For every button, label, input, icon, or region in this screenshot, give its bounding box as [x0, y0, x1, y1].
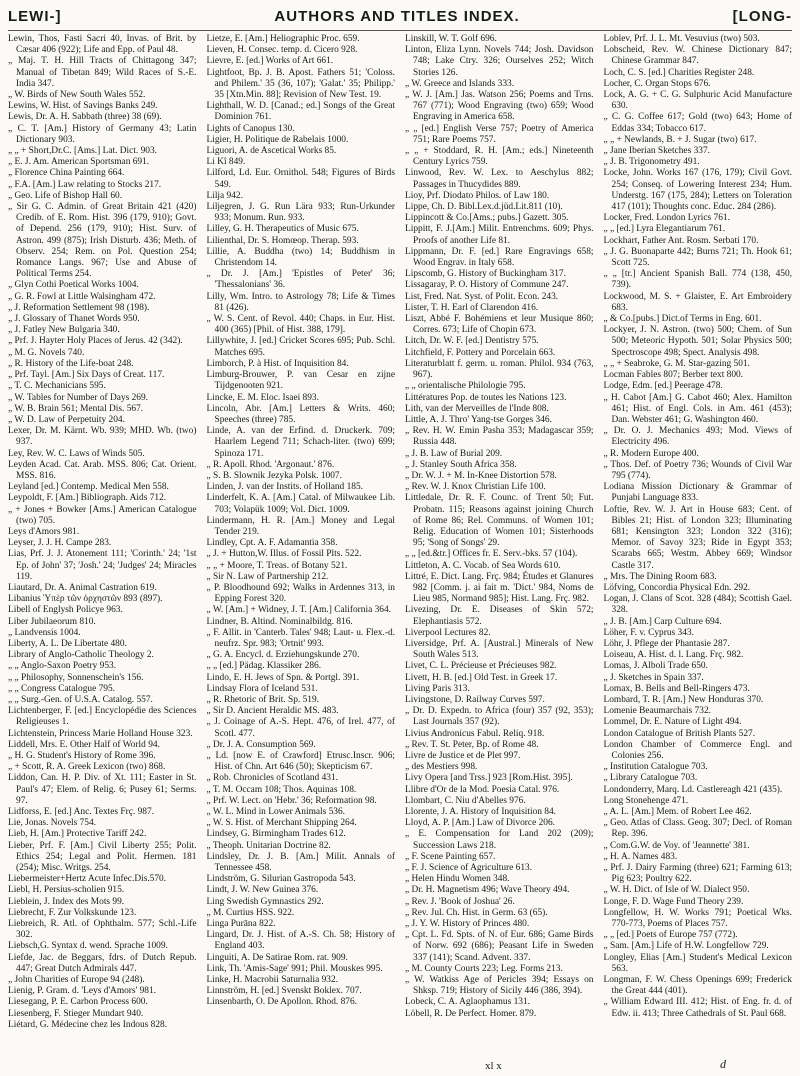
index-entry: „ Com.G.W. de Voy. of 'Jeannette' 381. — [603, 840, 750, 851]
index-entry: „ F.A. [Am.] Law relating to Stocks 217. — [8, 179, 162, 190]
index-entry: Lillywhite, J. [ed.] Cricket Scores 695; Pub. Schl. Matches 695. — [206, 336, 395, 358]
index-entry: Lodge, Edm. [ed.] Peerage 478. — [603, 381, 723, 392]
index-entry: „ Sir N. Law of Partnership 212. — [206, 571, 329, 582]
index-entry: Liebermeister+Hertz Acute Infec.Dis.570. — [8, 874, 167, 885]
index-entry: Lindsley, Dr. J. B. [Am.] Milit. Annals of Tennessee 458. — [206, 851, 395, 874]
index-entry: Lindermann, H. R. [Am.] Money and Legal Tender 219. — [206, 515, 395, 537]
index-entry: „ Mrs. The Dining Room 683. — [603, 571, 717, 582]
index-entry: Linderfelt, K. A. [Am.] Catal. of Milwaukee Lib. 703; Volapük 1009; Vol. Dict. 1009. — [206, 493, 395, 515]
index-entry: Limborch, P. à Hist. of Inquisition 84. — [206, 358, 349, 369]
index-entry: „ Rev. T. St. Peter, Bp. of Rome 48. — [405, 739, 539, 750]
index-entry: „ + Scott, R. A. Greek Lexicon (two) 868. — [8, 762, 166, 773]
index-entry: „ Geo. Life of Bishop Hall 60. — [8, 190, 123, 201]
index-entry: Liddell, Mrs. E. Other Half of World 94. — [8, 739, 160, 750]
index-entry: „ Cpt. L. Fd. Spts. of N. of Eur. 686; Game Birds of Norw. 692 (686); Peasant Life in Sweden 337 (141); Scand. Advent. 337. — [405, 930, 594, 963]
index-entry: „ „ [ed.] Pädag. Klassiker 286. — [206, 661, 322, 672]
page-footer — [0, 1058, 800, 1072]
index-entry: Llibre d'Or de la Mod. Poesia Catal. 976. — [405, 784, 560, 795]
index-entry: Lock, A. G. + C. G. Sulphuric Acid Manufacture 630. — [603, 90, 792, 112]
index-entry: „ J. B. Law of Burial 209. — [405, 448, 503, 459]
index-entry: „ „ [ed.] Lyra Elegantiarum 761. — [603, 224, 726, 235]
index-entry: „ Theoph. Unitarian Doctrine 82. — [206, 840, 331, 851]
index-entry: „ W. L. Mind in Lower Animals 536. — [206, 807, 346, 818]
index-entry: Linde, A. van der Erfind. d. Druckerk. 709; Haarlem Legend 711; Schach-liter. (two) 699; Spinoza 171. — [206, 426, 395, 459]
index-entry: „ „ [tr.] Ancient Spanish Ball. 774 (138, 450, 739). — [603, 269, 792, 291]
index-entry: Locker, Fred. London Lyrics 761. — [603, 213, 730, 224]
index-entry: „ J. B. Trigonometry 491. — [603, 157, 700, 168]
index-entry: „ H. G. Student's History of Rome 396. — [8, 751, 156, 761]
index-entry: Leyden Acad. Cat. Arab. MSS. 806; Cat. Orient. MSS. 816. — [8, 459, 197, 481]
index-entry: Lockwood, M. S. + Glaister, E. Art Embroidery 683. — [603, 291, 792, 313]
index-entry: Llombart, C. Niu d'Abelles 976. — [405, 795, 526, 806]
index-entry: London Chamber of Commerce Engl. and Colonies 256. — [603, 739, 792, 761]
index-entry: Liber Jubilaeorum 810. — [8, 616, 96, 627]
index-entry: Longman, F. W. Chess Openings 699; Frederick the Great 444 (401). — [603, 975, 792, 997]
index-entry: Loblev, Prf. J. L. Mt. Vesuvius (two) 503. — [603, 34, 760, 44]
index-entry: „ & Co.[pubs.] Dict.of Terms in Eng. 601. — [603, 314, 762, 325]
index-entry: Li Kî 849. — [206, 157, 246, 168]
index-entry: „ F. J. Science of Agriculture 613. — [405, 863, 533, 874]
index-entry: Loiseau, A. Hist. d. l. Lang. Frç. 982. — [603, 650, 744, 661]
index-entry: Lindsay Flora of Iceland 531. — [206, 683, 318, 694]
index-entry: Livezing, Dr. E. Diseases of Skin 572; Elephantiasis 572. — [405, 605, 594, 627]
index-entry: „ Sir D. Ancient Heraldic MS. 483. — [206, 706, 339, 717]
index-entry: Leyser, J. J. H. Campe 283. — [8, 538, 112, 549]
index-entry: Löher, F. v. Cyprus 343. — [603, 627, 694, 638]
index-entry: Livre de Justice et de Plet 997. — [405, 751, 521, 761]
index-entry: Lewis, Dr. A. H. Sabbath (three) 38 (69). — [8, 112, 162, 123]
index-entry: Lievre, E. [ed.] Works of Art 661. — [206, 56, 334, 67]
header-left-range: LEWI-] — [8, 8, 62, 25]
index-column-2 — [207, 34, 396, 1050]
index-entry: Lipscomb, G. History of Buckingham 317. — [405, 269, 566, 280]
index-entry: Lindner, B. Altind. Nominalbildg. 816. — [206, 616, 353, 627]
index-entry: „ „ + Moore, T. Treas. of Botany 521. — [206, 560, 348, 571]
index-entry: Literaturblatt f. germ. u. roman. Philol. 934 (763, 967). — [405, 358, 594, 381]
index-entry: „ J. B. [Am.] Carp Culture 694. — [603, 616, 722, 627]
index-entry: Little, A. J. Thro' Yang-tse Gorges 346. — [405, 414, 552, 425]
index-entry: „ „ Surg.-Gen. of U.S.A. Catalog. 557. — [8, 694, 153, 705]
index-entry: Loch, C. S. [ed.] Charities Register 248. — [603, 67, 755, 78]
index-entry: Lewins, W. Hist. of Savings Banks 249. — [8, 101, 158, 112]
index-entry: Liberty, A. L. De Libertate 480. — [8, 638, 127, 649]
index-entry: „ W. Greece and Islands 333. — [405, 78, 515, 89]
index-entry: „ W. Birds of New South Wales 552. — [8, 90, 146, 101]
index-entry: „ Dr. D. Expedn. to Africa (four) 357 (92, 353); Last Journals 357 (92). — [405, 706, 594, 728]
index-entry: „ C. G. Coffee 617; Gold (two) 643; Home of Eddas 334; Tobacco 617. — [603, 112, 792, 134]
index-entry: Lockhart, Father Ant. Rosm. Serbati 170. — [603, 235, 759, 246]
index-entry: Living Paris 313. — [405, 683, 470, 694]
index-entry: „ „ Congress Catalogue 795. — [8, 683, 116, 694]
index-entry: Livet, C. L. Précieuse et Précieuses 982. — [405, 661, 557, 672]
index-entry: „ F. Allit. in 'Canterb. Tales' 948; Laut- u. Flex.-d. neufrz. Spr. 983; 'Ortnit' 993. — [206, 627, 395, 649]
index-entry: Lieber, Prf. F. [Am.] Civil Liberty 255; Polit. Ethics 254; Legal and Polit. Hermen. 181 (254); Misc. Writgs. 254. — [8, 840, 197, 874]
index-entry: Lilja 942. — [206, 190, 243, 201]
index-entry: „ Glyn Cothi Poetical Works 1004. — [8, 280, 139, 291]
index-entry: „ S. B. Slownik Jezyka Polsk. 1007. — [206, 470, 342, 481]
page-header — [8, 8, 792, 31]
index-entry: Lobscheid, Rev. W. Chinese Dictionary 847; Chinese Grammar 847. — [603, 45, 792, 67]
index-entry: Lomenie Beaumarchais 732. — [603, 706, 712, 717]
index-entry: „ P. Bloodhound 692; Walks in Ardennes 313, in Epping Forest 320. — [206, 582, 395, 605]
index-entry: Linskill, W. T. Golf 696. — [405, 34, 497, 44]
index-column-3 — [405, 34, 594, 1050]
index-entry: Logan, J. Clans of Scot. 328 (484); Scottish Gael. 328. — [603, 594, 792, 616]
index-entry: „ R. Apoll. Rhod. 'Argonaut.' 876. — [206, 459, 335, 470]
index-entry: „ M. Curtius HSS. 922. — [206, 907, 295, 918]
index-entry: Lincke, E. M. Eloc. Isaei 893. — [206, 392, 319, 403]
index-entry: Liebl, H. Persius-scholien 915. — [8, 885, 125, 896]
index-entry: Lippmann, Dr. F. [ed.] Rare Engravings 658; Wood Engrav. in Italy 658. — [405, 246, 594, 269]
index-entry: „ „ + Seabroke, G. M. Star-gazing 501. — [603, 358, 750, 369]
index-entry: „ Prf. J. Dairy Farming (three) 621; Farming 613; Pig 623; Poultry 622. — [603, 863, 792, 885]
index-entry: Liguori, A. de Ascetical Works 85. — [206, 146, 337, 157]
index-entry: Lilley, G. H. Therapeutics of Music 675. — [206, 224, 359, 235]
index-entry: Lewin, Thos, Fasti Sacri 40, Invas. of Brit. by Cæsar 406 (922); Life and Epp. of Paul 48. — [8, 34, 197, 56]
index-entry: Limburg-Brouwer, P. van Cesar en zijne Tijdgenooten 921. — [206, 370, 395, 392]
index-entry: „ R. Modern Europe 400. — [603, 448, 699, 459]
index-entry: Lombard, T. R. [Am.] New Honduras 370. — [603, 694, 764, 705]
index-entry: „ Rev. Jul. Ch. Hist. in Germ. 63 (65). — [405, 907, 548, 918]
index-entry: Lioy, Prf. Diodato Philos. of Law 180. — [405, 190, 550, 201]
index-entry: Liebrecht, F. Zur Volkskunde 123. — [8, 907, 137, 918]
index-entry: „ F. Scene Painting 657. — [405, 851, 496, 862]
index-entry: „ John Charities of Europe 94 (248). — [8, 975, 145, 986]
index-entry: Liebreich, R. Atl. of Ophthalm. 577; Schl.-Life 302. — [8, 919, 197, 941]
index-entry: „ Florence China Painting 664. — [8, 168, 125, 179]
index-entry: „ W. B. Brain 561; Mental Dis. 567. — [8, 403, 144, 414]
index-entry: Ligier, H. Politique de Rabelais 1000. — [206, 134, 349, 145]
index-entry: „ Prf. J. Hayter Holy Places of Jerus. 42 (342). — [8, 336, 183, 347]
index-entry: List, Fred. Nat. Syst. of Polit. Econ. 243. — [405, 291, 559, 302]
index-entry: Long Stonehenge 471. — [603, 795, 689, 806]
index-entry: Linguiti, A. De Satirae Rom. rat. 909. — [206, 952, 348, 963]
index-entry: „ W. H. Dict. of Isle of W. Dialect 950. — [603, 885, 750, 896]
index-entry: „ J. G. Buonaparte 442; Burns 721; Th. Hook 61; Scott 725. — [603, 246, 792, 269]
header-title: AUTHORS AND TITLES INDEX. — [274, 8, 520, 25]
index-columns — [8, 34, 792, 1050]
index-entry: Lomas, J. Alboli Trade 650. — [603, 661, 708, 672]
index-entry: Linga Purāna 822. — [206, 919, 276, 930]
index-entry: „ J. Y. W. History of Princes 480. — [405, 919, 530, 930]
index-entry: Lincoln, Abr. [Am.] Letters & Writs. 460; Speeches (three) 785. — [206, 403, 395, 425]
index-entry: Lieblein, J. Index des Mots 99. — [8, 896, 125, 907]
index-entry: Liversidge, Prf. A. [Austral.] Minerals of New South Wales 513. — [405, 638, 594, 661]
index-entry: „ J. Fatley New Bulgaria 340. — [8, 325, 120, 336]
index-entry: „ „ + Stoddard, R. H. [Am.; eds.] Nineteenth Century Lyrics 759. — [405, 146, 594, 168]
index-entry: Livingstone, D. Railway Curves 597. — [405, 694, 545, 705]
index-entry: Library of Anglo-Catholic Theology 2. — [8, 650, 154, 661]
index-entry: Leypoldt, F. [Am.] Bibliograph. Aids 712. — [8, 493, 167, 504]
index-entry: Löfving, Concordia Physical Edn. 292. — [603, 582, 751, 593]
index-entry: Littleton, A. C. Vocab. of Sea Words 610. — [405, 560, 561, 571]
index-entry: Löhr, J. Pflege der Phantasie 287. — [603, 638, 730, 649]
index-entry: Lindsey, G. Birmingham Trades 612. — [206, 829, 346, 840]
index-entry: „ Rev. J. 'Book of Joshua' 26. — [405, 896, 515, 907]
index-entry: „ W. S. Cent. of Revol. 440; Chaps. in Eur. Hist. 400 (365) [Phil. of Hist. 388, 179]. — [206, 314, 395, 336]
index-entry: Ley, Rev. W. C. Laws of Winds 505. — [8, 448, 145, 459]
index-entry: Livett, H. B. [ed.] Old Test. in Greek 17. — [405, 672, 558, 683]
index-entry: Longley, Elias [Am.] Student's Medical Lexicon 563. — [603, 952, 792, 974]
index-entry: Lieven, H. Consec. temp. d. Cicero 928. — [206, 45, 358, 56]
index-entry: „ J. Coinage of A.-S. Hept. 476, of Irel. 477, of Scotl. 477. — [206, 717, 395, 739]
index-entry: Lilienthal, Dr. S. Homœop. Therap. 593. — [206, 235, 359, 246]
index-entry: „ W. Tables for Number of Days 269. — [8, 392, 149, 403]
index-entry: „ W. Watkiss Age of Pericles 394; Essays on Shksp. 719; History of Sicily 446 (386, 394). — [405, 975, 594, 997]
index-entry: „ J. Stanley South Africa 358. — [405, 459, 517, 470]
index-entry: „ „ + Short,Dr.C. [Ams.] Lat. Dict. 903. — [8, 146, 158, 157]
index-entry: „ + Jones + Bowker [Ams.] American Catalogue (two) 705. — [8, 504, 197, 526]
index-entry: „ T. C. Mechanicians 595. — [8, 381, 106, 392]
index-entry: Linton, Eliza Lynn. Novels 744; Josh. Davidson 748; Lake Ctry. 326; Ourselves 252; Witch Stories 126. — [405, 45, 594, 78]
index-entry: „ Rev. W. J. Knox Christian Life 100. — [405, 482, 546, 493]
index-entry: „ Helen Hindu Women 348. — [405, 874, 510, 885]
index-entry: Libell of Englysh Policye 963. — [8, 605, 123, 616]
index-entry: „ Dr. O. J. Mechanics 493; Mod. Views of Electricity 496. — [603, 426, 792, 448]
index-entry: Liverpool Lectures 82. — [405, 627, 491, 638]
index-entry: Lith, van der Merveilles de l'Inde 808. — [405, 403, 549, 414]
index-entry: Lilly, Wm. Intro. to Astrology 78; Life & Times 81 (426). — [206, 291, 395, 313]
index-entry: Lietze, E. [Am.] Heliographic Proc. 659. — [206, 34, 360, 44]
index-entry: „ Institution Catalogue 703. — [603, 762, 708, 773]
index-entry: Löbell, R. De Perfect. Homer. 879. — [405, 1008, 537, 1019]
index-entry: London Catalogue of British Plants 527. — [603, 728, 756, 739]
index-entry: Lodiana Mission Dictionary & Grammar of Punjabi Language 833. — [603, 482, 792, 504]
index-entry: Liljegren, J. G. Run Lära 933; Run-Urkunder 933; Monum. Run. 933. — [206, 202, 395, 224]
index-entry: „ W. D. Law of Perpetuity 204. — [8, 414, 125, 425]
index-entry: „ „ + Newlands, B. + J. Sugar (two) 617. — [603, 134, 757, 145]
index-entry: Livius Andronicus Fabul. Reliq. 918. — [405, 728, 545, 739]
index-entry: Lindo, E. H. Jews of Spn. & Portgl. 391. — [206, 672, 360, 683]
index-entry: „ Sam. [Am.] Life of H.W. Longfellow 729. — [603, 941, 769, 952]
index-entry: Liddon, Can. H. P. Div. of Xt. 111; Easter in St. Paul's 47; Elem. of Relig. 6; Pusey 61; Serms. 97. — [8, 773, 197, 806]
index-entry: Liesegang, P. E. Carbon Process 600. — [8, 997, 148, 1008]
index-entry: „ J. + Hutton,W. Illus. of Fossil Plts. 522. — [206, 549, 362, 560]
index-entry: Lippincott & Co.[Ams.; pubs.] Gazett. 305. — [405, 213, 569, 224]
index-entry: Longfellow, H. W. Works 791; Poetical Wks. 770-773, Poems of Places 757. — [603, 907, 792, 930]
index-entry: Lieb, H. [Am.] Protective Tariff 242. — [8, 829, 147, 840]
index-entry: „ T. M. Occam 108; Thos. Aquinas 108. — [206, 784, 357, 795]
index-entry: „ J. Reformation Settlement 98 (198). — [8, 302, 150, 313]
index-entry: „ Jane Iberian Sketches 337. — [603, 146, 710, 157]
index-entry: Leys d'Amors 981. — [8, 526, 80, 537]
index-entry: „ A. L. [Am.] Mem. of Robert Lee 462. — [603, 807, 752, 818]
index-entry: Lie, Jonas. Novels 754. — [8, 818, 97, 829]
index-entry: „ H. A. Names 483. — [603, 851, 678, 862]
index-entry: „ Ld. [now E. of Crawford] Etrusc.Inscr. 906; Hist. of Chn. Art 646 (50); Skepticism 67. — [206, 751, 395, 773]
index-entry: „ E. J. Am. American Sportsman 691. — [8, 157, 150, 168]
index-entry: Lissagaray, P. O. History of Commune 247. — [405, 280, 569, 291]
index-entry: Lindt, J. W. New Guinea 376. — [206, 885, 319, 896]
index-entry: „ Dr. J. A. Consumption 569. — [206, 739, 316, 750]
index-entry: Lingard, Dr. J. Hist. of A.-S. Ch. 58; History of England 403. — [206, 930, 395, 952]
index-entry: Longe, F. D. Wage Fund Theory 239. — [603, 896, 744, 907]
index-entry: Lindley, Cpt. A. F. Adamantia 358. — [206, 538, 338, 549]
index-entry: „ des Mestiers 998. — [405, 762, 478, 773]
index-entry: Ling Swedish Gymnastics 292. — [206, 896, 324, 907]
index-entry: „ M. County Courts 223; Leg. Forms 213. — [405, 963, 563, 974]
index-entry: Lidforss, E. [ed.] Anc. Textes Frç. 987. — [8, 807, 155, 818]
index-entry: „ Geo. Atlas of Class. Geog. 307; Decl. of Roman Rep. 396. — [603, 818, 792, 840]
index-entry: „ W. S. Hist. of Merchant Shipping 264. — [206, 818, 357, 829]
index-entry: „ G. A. Encycl. d. Erziehungskunde 270. — [206, 650, 360, 661]
index-entry: „ C. T. [Am.] History of Germany 43; Latin Dictionary 903. — [8, 123, 197, 145]
index-entry: Linwood, Rev. W. Lex. to Aeschylus 882; Passages in Thucydides 889. — [405, 168, 594, 190]
index-entry: „ M. G. Novels 740. — [8, 347, 85, 358]
index-entry: Locke, John. Works 167 (176, 179); Civil Govt. 254; Conseq. of Lowering Interest 234; Hum. Understg. 167 (175, 284); Letters on Toleration 417 (101); Thoughts conc. Educ. 284 (286). — [603, 168, 792, 213]
index-entry: Lister, T. H. Earl of Clarendon 416. — [405, 302, 539, 313]
index-entry: Lienig, P. Gram. d. 'Leys d'Amors' 981. — [8, 986, 157, 997]
index-entry: „ J. Glossary of Thanet Words 950. — [8, 314, 140, 325]
index-entry: „ „ orientalische Philologie 795. — [405, 381, 526, 392]
index-entry: „ Thos. Def. of Poetry 736; Wounds of Civil War 795 (774). — [603, 459, 792, 481]
index-entry: Littré, E. Dict. Lang. Frç. 984; Études et Glanures 982 [Comm. j. ai fait m. 'Dict.' 984, Noms de Lieu 985, Normand 985]; Hist. Lang. Frç. 982. — [405, 571, 594, 605]
index-entry: Liebsch,G. Syntax d. wend. Sprache 1009. — [8, 941, 168, 952]
index-entry: Leyland [ed.] Contemp. Medical Men 558. — [8, 482, 169, 493]
index-entry: Liesenberg, F. Stieger Mundart 940. — [8, 1008, 144, 1019]
index-entry: Liautard, Dr. A. Animal Castration 619. — [8, 582, 157, 593]
index-entry: „ William Edward III. 412; Hist. of Eng. fr. d. of Edw. ii. 413; Three Cathedrals of St. Paul 668. — [603, 997, 792, 1019]
signature-mark: xl x — [485, 1060, 502, 1072]
index-entry: „ „ Anglo-Saxon Poetry 953. — [8, 661, 117, 672]
index-entry: „ Landvensis 1004. — [8, 627, 81, 638]
index-entry: Lindström, G. Silurian Gastropoda 543. — [206, 874, 356, 885]
index-entry: Londonderry, Marq. Ld. Castlereagh 421 (435). — [603, 784, 783, 795]
index-entry: „ H. Cabot [Am.] G. Cabot 460; Alex. Hamilton 461; Hist. of Engl. Cols. in Am. 461 (453); Dan. Webster 461; G. Washington 460. — [603, 392, 792, 425]
index-entry: Litchfield, F. Pottery and Porcelain 663. — [405, 347, 556, 358]
index-entry: „ J. Sketches in Spain 337. — [603, 672, 704, 683]
index-entry: „ Library Catalogue 703. — [603, 773, 698, 784]
index-column-1 — [8, 34, 197, 1050]
index-entry: „ Dr. W. J. + M. In-Knee Distortion 578. — [405, 470, 557, 481]
index-entry: Lobeck, C. A. Aglaophamus 131. — [405, 997, 530, 1008]
index-entry: Linsenbarth, O. De Apollon. Rhod. 876. — [206, 997, 358, 1008]
index-entry: Libanius Ὑπὲρ τῶν ὀρχηστῶν 893 (897). — [8, 594, 163, 605]
index-entry: Lights of Canopus 130. — [206, 123, 295, 134]
index-entry: „ „ [ed.] Poets of Europe 757 (772). — [603, 930, 738, 941]
index-entry: Lockyer, J. N. Astron. (two) 500; Chem. of Sun 500; Meteoric Hypoth. 501; Solar Physics 500; Spectroscope 498; Spect. Analysis 498. — [603, 325, 792, 358]
index-entry: Lexer, Dr. M. Kärnt. Wb. 939; MHD. Wb. (two) 937. — [8, 426, 197, 448]
index-entry: Link, Th. 'Amis-Sage' 991; Phil. Mouskes 995. — [206, 963, 383, 974]
index-entry: „ Sir G. C. Admin. of Great Britain 421 (420) Credib. of E. Rom. Hist. 396 (179, 910); Govt. of Depend. 256 (179, 910); Hist. Surv. of Astron. 499 (875); Irish Disturb. 436; Meth. of Observ. 254; Rem. on Pol. Question 254; Romance Langs. 967; Use and Abuse of Political Terms 254. — [8, 202, 197, 280]
index-entry: Littledale, Dr. R. F. Counc. of Trent 50; Fut. Probatn. 115; Reasons against joining Church of Rome 86; Rel. Communs. of Women 101; Relig. Education of Women 101; Sisterhoods 95; 'Song of Songs' 29. — [405, 493, 594, 549]
index-entry: Lomax, B. Bells and Bell-Ringers 473. — [603, 683, 750, 694]
index-entry: „ „ [ed.&tr.] Offices fr. E. Serv.-bks. 57 (104). — [405, 549, 578, 560]
index-entry: Litch, Dr. W. F. [ed.] Dentistry 575. — [405, 336, 539, 347]
index-entry: Lichtenberger, F. [ed.] Encyclopédie des Sciences Religieuses 1. — [8, 706, 197, 728]
index-entry: „ Dr. J. [Am.] 'Epistles of Peter' 36; 'Thessalonians' 36. — [206, 269, 395, 291]
index-entry: Lilford, Ld. Eur. Ornithol. 548; Figures of Birds 549. — [206, 168, 395, 190]
index-entry: „ Maj. T. H. Hill Tracts of Chittagong 347; Manual of Tibetan 849; Wild Races of S.-E. India 347. — [8, 56, 197, 89]
index-entry: Locher, C. Organ Stops 676. — [603, 78, 711, 89]
index-entry: „ Rev. H. W. Emin Pasha 353; Madagascar 359; Russia 448. — [405, 426, 594, 448]
index-entry: Livy Opera [and Trss.] 923 [Rom.Hist. 395]. — [405, 773, 573, 784]
index-entry: „ „ [ed.] English Verse 757; Poetry of America 751; Rare Poems 757. — [405, 123, 594, 145]
index-entry: Liétard, G. Médecine chez les Indous 828. — [8, 1019, 168, 1030]
index-entry: Llorente, J. A. History of Inquisition 84. — [405, 807, 557, 818]
index-entry: Littératures Pop. de toutes les Nations 123. — [405, 392, 567, 403]
index-entry: „ Dr. H. Magnetism 496; Wave Theory 494. — [405, 885, 570, 896]
index-entry: „ R. History of the Life-boat 248. — [8, 358, 134, 369]
index-entry: „ Prf. W. Lect. on 'Hebr.' 36; Reformation 98. — [206, 795, 377, 806]
index-entry: Lightfoot, Bp. J. B. Apost. Fathers 51; 'Coloss. and Philem.' 35 (36, 107); 'Galat.' 35; Philipp.' 35 [Xtn.Min. 88]; Revision of New Test. 19. — [206, 67, 395, 101]
index-entry: Linden, J. van der Instits. of Holland 185. — [206, 482, 363, 493]
index-entry: Lighthall, W. D. [Canad.; ed.] Songs of the Great Dominion 761. — [206, 101, 395, 123]
index-entry: Lommel, Dr. E. Nature of Light 494. — [603, 717, 742, 728]
index-entry: Locman Fables 807; Berber text 800. — [603, 370, 744, 381]
index-entry: Lichtenstein, Princess Marie Holland House 323. — [8, 728, 193, 739]
index-entry: „ „ Philosophy, Sonnenschein's 156. — [8, 672, 144, 683]
index-entry: „ R. Rhetoric of Brit. Sp. 519. — [206, 694, 319, 705]
index-entry: Lloyd, A. P. [Am.] Law of Divorce 206. — [405, 818, 555, 829]
index-entry: Lias, Prf. J. J. Atonement 111; 'Corinth.' 24; '1st Ep. of John' 37; 'Josh.' 24; 'Judges' 24; Miracles 119. — [8, 549, 197, 582]
index-entry: Lippe, Ch. D. Bibl.Lex.d.jüd.Lit.811 (10). — [405, 202, 563, 213]
index-column-4 — [604, 34, 793, 1050]
index-entry: „ W. [Am.] + Widney, J. T. [Am.] California 364. — [206, 605, 391, 616]
index-entry: Linke, H. Macrobii Saturnalia 932. — [206, 975, 338, 986]
index-entry: „ W. J. [Am.] Jas. Watson 256; Poems and Trns. 767 (771); Wood Engraving (two) 659; Wood Engraving in America 658. — [405, 90, 594, 123]
index-entry: Lillie, A. Buddha (two) 14; Buddhism in Christendom 14. — [206, 246, 395, 269]
header-right-range: [LONG- — [732, 8, 792, 25]
index-entry: Lippitt, F. J.[Am.] Milit. Entrenchms. 609; Phys. Proofs of another Life 81. — [405, 224, 594, 246]
index-entry: „ E. Compensation for Land 202 (209); Succession Laws 218. — [405, 829, 594, 851]
gathering-letter: d — [720, 1057, 726, 1071]
index-entry: „ Prf. Tayl. [Am.] Six Days of Creat. 117. — [8, 370, 165, 381]
index-entry: Liszt, Abbé F. Bohémiens et leur Musique 860; Corres. 673; Life of Chopin 673. — [405, 314, 594, 336]
index-entry: „ G. R. Fowl at Little Walsingham 472. — [8, 291, 156, 302]
index-entry: Linnström, H. [ed.] Svenskt Boklex. 707. — [206, 986, 362, 997]
index-entry: Loftie, Rev. W. J. Art in House 683; Cent. of Bibles 21; Hist. of London 323; Illuminating 681; Kensington 323; London 322 (316); Memor. of Savoy 323; Ride in Egypt 353; Scarabs 665; Westm. Abbey 669; Windsor Castle 317. — [603, 504, 792, 571]
index-entry: „ Rob. Chronicles of Scotland 431. — [206, 773, 338, 784]
index-entry: Liefde, Jac. de Beggars, fdrs. of Dutch Repub. 447; Great Dutch Admirals 447. — [8, 952, 197, 974]
